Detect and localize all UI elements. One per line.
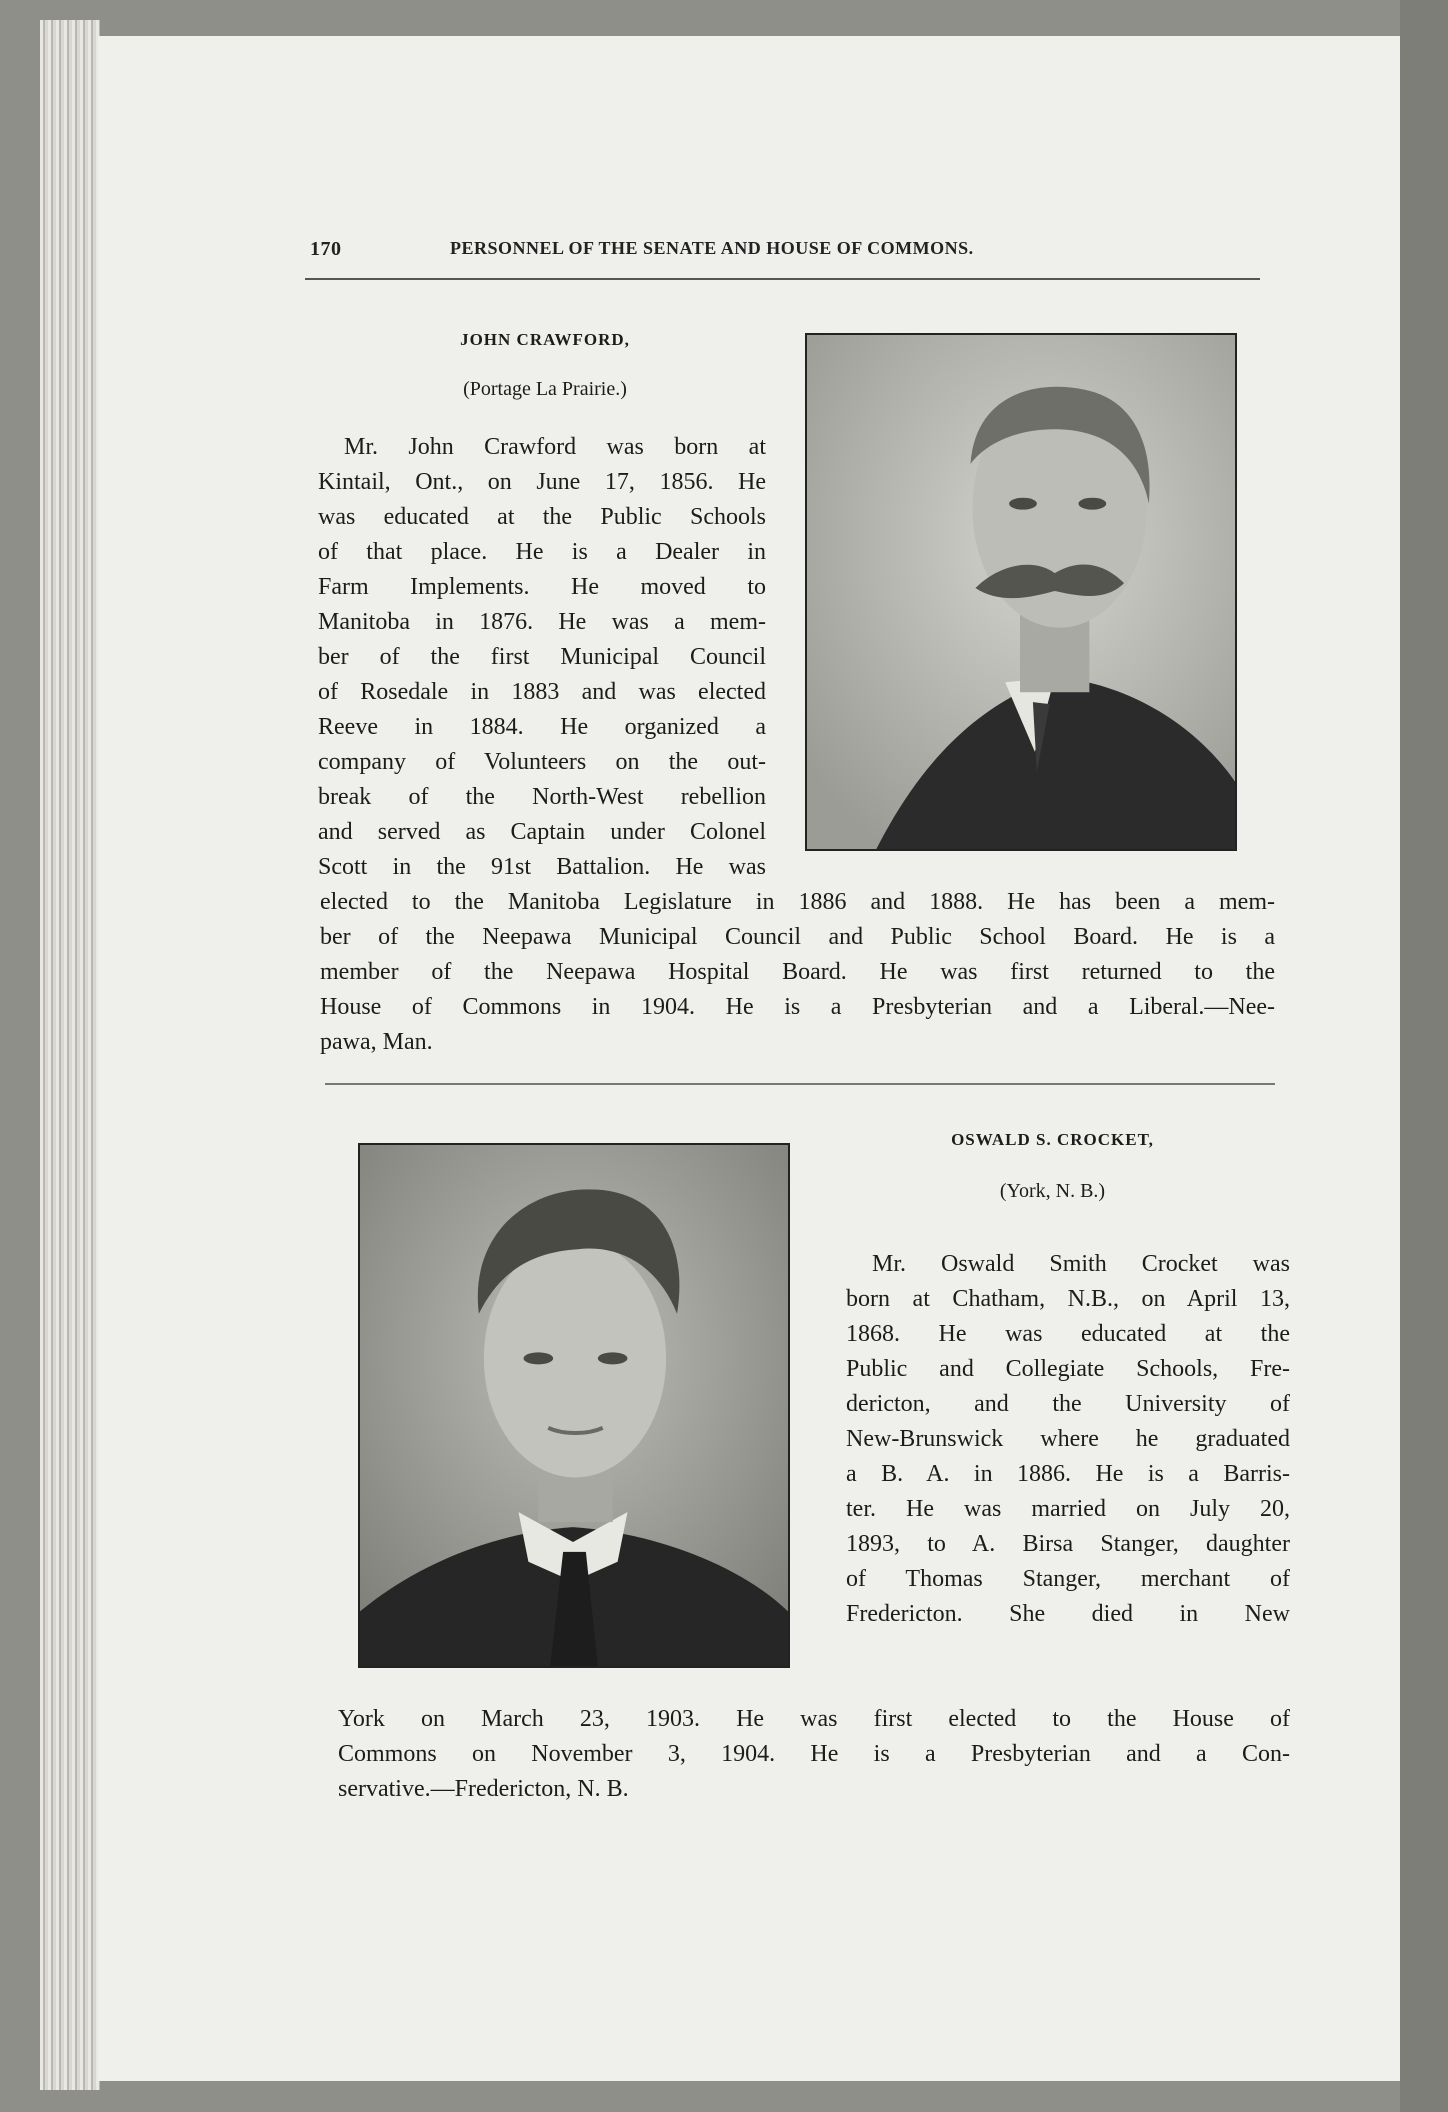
page-number: 170 [310,238,342,260]
text-line: Scott in the 91st Battalion. He was [318,854,766,880]
running-title: PERSONNEL OF THE SENATE AND HOUSE OF COMMONS. [450,238,974,258]
text-line: Mr. Oswald Smith Crocket was [872,1251,1290,1277]
text-line: New-Brunswick where he graduated [846,1426,1290,1452]
text-line: Public and Collegiate Schools, Fre- [846,1356,1290,1382]
text-line: Commons on November 3, 1904. He is a Presbyterian and a Con- [338,1741,1290,1767]
entry-name: JOHN CRAWFORD, [460,330,630,349]
text-line: dericton, and the University of [846,1391,1290,1417]
entry-name: OSWALD S. CROCKET, [951,1130,1154,1149]
text-line: servative.—Fredericton, N. B. [338,1776,629,1802]
entry-riding: (York, N. B.) [999,1180,1106,1202]
header-rule [305,278,1260,280]
text-line: ter. He was married on July 20, [846,1496,1290,1522]
text-line: was educated at the Public Schools [318,504,766,530]
running-header [310,238,1260,272]
text-line: company of Volunteers on the out- [318,749,766,775]
section-divider [325,1083,1275,1085]
portrait-illustration [807,335,1235,849]
text-line: of Thomas Stanger, merchant of [846,1566,1290,1592]
text-line: 1868. He was educated at the [846,1321,1290,1347]
text-line: Reeve in 1884. He organized a [318,714,766,740]
page-edges [40,20,100,2090]
text-line: Farm Implements. He moved to [318,574,766,600]
text-line: a B. A. in 1886. He is a Barris- [846,1461,1290,1487]
text-line: 1893, to A. Birsa Stanger, daughter [846,1531,1290,1557]
text-line: pawa, Man. [320,1029,433,1055]
text-line: ber of the Neepawa Municipal Council and Public School Board. He is a [320,924,1275,950]
text-line: Kintail, Ont., on June 17, 1856. He [318,469,766,495]
text-line: House of Commons in 1904. He is a Presbyterian and a Liberal.—Nee- [320,994,1275,1020]
text-line: break of the North-West rebellion [318,784,766,810]
entry-text-wrap [318,430,766,885]
text-line: member of the Neepawa Hospital Board. He was first returned to the [320,959,1275,985]
text-line: ber of the first Municipal Council [318,644,766,670]
entry-riding: (Portage La Prairie.) [463,378,627,400]
scan-background [1400,0,1448,2112]
text-line: Fredericton. She died in New [846,1601,1290,1627]
text-line: born at Chatham, N.B., on April 13, [846,1286,1290,1312]
text-line: and served as Captain under Colonel [318,819,766,845]
text-line: York on March 23, 1903. He was first elected to the House of [338,1706,1290,1732]
portrait-illustration [360,1145,788,1666]
entry-text-wrap [846,1247,1290,1632]
entry-text-full [338,1702,1290,1807]
text-line: Mr. John Crawford was born at [344,434,766,460]
text-line: Manitoba in 1876. He was a mem- [318,609,766,635]
text-line: of that place. He is a Dealer in [318,539,766,565]
text-line: elected to the Manitoba Legislature in 1886 and 1888. He has been a mem- [320,889,1275,915]
portrait-photo [358,1143,790,1668]
text-line: of Rosedale in 1883 and was elected [318,679,766,705]
entry-text-full [320,885,1275,1060]
portrait-photo [805,333,1237,851]
